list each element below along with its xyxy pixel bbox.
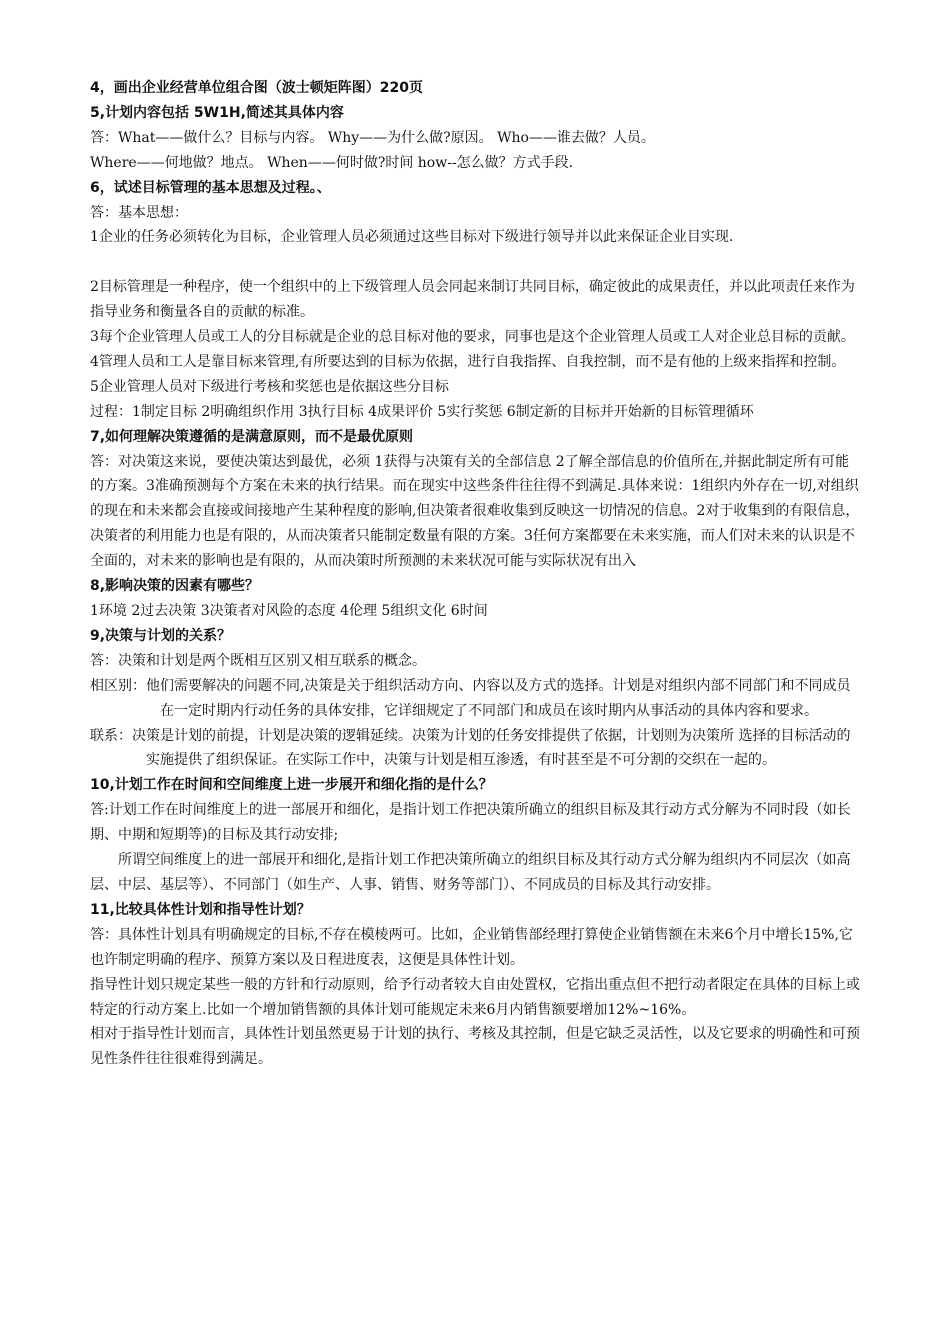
q10-answer: 答:计划工作在时间维度上的进一部展开和细化，是指计划工作把决策所确立的组织目标及其行动方式分解为不同时段（如长期、中期和短期等)的目标及其行动安排; <box>90 802 851 844</box>
q9-answer: 答：决策和计划是两个既相互区别又相互联系的概念。 <box>90 652 426 669</box>
q5-answer-line-2: Where——何地做？地点。 When——何时做?时间 how--怎么做？方式手段. <box>90 154 574 171</box>
q6-process: 过程：1制定目标 2明确组织作用 3执行目标 4成果评价 5实行奖惩 6制定新的目标并开始新的目标管理循环 <box>90 403 754 420</box>
q10-space: 所谓空间维度上的进一部展开和细化,是指计划工作把决策所确立的组织目标及其行动方式分解为组织内不同层次（如高层、中层、基层等）、不同部门（如生产、人事、销售、财务等部门）、不同成员的目标及其行动安排。 <box>90 852 851 893</box>
q5-answer-line-1: 答：What——做什么？目标与内容。 Why——为什么做?原因。 Who——谁去做？人员。 <box>90 129 655 146</box>
q6-point-4: 4管理人员和工人是靠目标来管理,有所要达到的目标为依据，进行自我指挥、自我控制，而不是有他的上级来指挥和控制。 <box>90 353 846 370</box>
q6-point-2: 2目标管理是一种程序，使一个组织中的上下级管理人员会同起来制订共同目标，确定彼此的成果责任，并以此项责任来作为指导业务和衡量各自的贡献的标准。 <box>90 279 855 321</box>
q10-heading: 10,计划工作在时间和空间维度上进一步展开和细化指的是什么？ <box>90 777 493 794</box>
q4-heading: 4，画出企业经营单位组合图（波士顿矩阵图）220页 <box>90 80 423 96</box>
q11-heading: 11,比较具体性计划和指导性计划？ <box>90 901 311 918</box>
q9-heading: 9,决策与计划的关系？ <box>90 627 232 644</box>
q7-answer: 答：对决策这来说，要使决策达到最优，必须 1获得与决策有关的全部信息 2了解全部信息的价值所在,并据此制定所有可能的方案。3准确预测每个方案在未来的执行结果。而在现实中这些条件往往得不到满足.具体来说：1组织内外存在一切,对组织的现在和未来都会直接或间接地产生某种程度的影响,但决策者很难收集到反映这一切情况的信息。2对于收集到的有限信息，决策者的利用能力也是有限的，从而决策者只能制定数量有限的方案。3任何方案都要在未来实施，而人们对未来的认识是不全面的，对未来的影响也是有限的，从而决策时所预测的未来状况可能与实际状况有出入 <box>90 453 860 570</box>
q6-heading: 6，试述目标管理的基本思想及过程。、 <box>90 179 331 196</box>
q8-answer: 1环境 2过去决策 3决策者对风险的态度 4伦理 5组织文化 6时间 <box>90 603 488 620</box>
q9-difference: 相区别：他们需要解决的问题不同,决策是关于组织活动方向、内容以及方式的选择。计划是对组织内部不同部门和不同成员在一定时期内行动任务的具体安排，它详细规定了不同部门和成员在该时期内从事活动的具体内容和要求。 <box>90 677 851 719</box>
q8-heading: 8,影响决策的因素有哪些？ <box>90 578 260 595</box>
document-page <box>90 76 862 1072</box>
q11-paragraph-2: 指导性计划只规定某些一般的方针和行动原则，给予行动者较大自由处置权，它指出重点但不把行动者限定在具体的目标上或特定的行动方案上.比如一个增加销售额的具体计划可能规定未来6月内销售额要增加12%~16%。 <box>90 976 860 1018</box>
q11-paragraph-1: 答：具体性计划具有明确规定的目标,不存在模棱两可。比如，企业销售部经理打算使企业销售额在未来6个月中增长15%,它也许制定明确的程序、预算方案以及日程进度表，这便是具体性计划。 <box>90 926 853 968</box>
q11-paragraph-3: 相对于指导性计划而言，具体性计划虽然更易于计划的执行、考核及其控制，但是它缺乏灵活性，以及它要求的明确性和可预见性条件往往很难得到满足。 <box>90 1026 860 1068</box>
q7-heading: 7,如何理解决策遵循的是满意原则，而不是最优原则 <box>90 428 414 445</box>
q6-point-1: 1企业的任务必须转化为目标，企业管理人员必须通过这些目标对下级进行领导并以此来保证企业目实现. <box>90 229 734 246</box>
q6-point-5: 5企业管理人员对下级进行考核和奖惩也是依据这些分目标 <box>90 378 449 395</box>
q6-answer-intro: 答：基本思想： <box>90 204 188 221</box>
q6-point-3: 3每个企业管理人员或工人的分目标就是企业的总目标对他的要求，同事也是这个企业管理人员或工人对企业总目标的贡献。 <box>90 329 855 346</box>
spacer <box>90 250 862 275</box>
q9-connection: 联系：决策是计划的前提，计划是决策的逻辑延续。决策为计划的任务安排提供了依据，计划则为决策所 选择的目标活动的实施提供了组织保证。在实际工作中，决策与计划是相互渗透，有时甚至是不可分割的交织在一起的。 <box>90 727 851 769</box>
q5-heading: 5,计划内容包括 5W1H,简述其具体内容 <box>90 104 344 121</box>
